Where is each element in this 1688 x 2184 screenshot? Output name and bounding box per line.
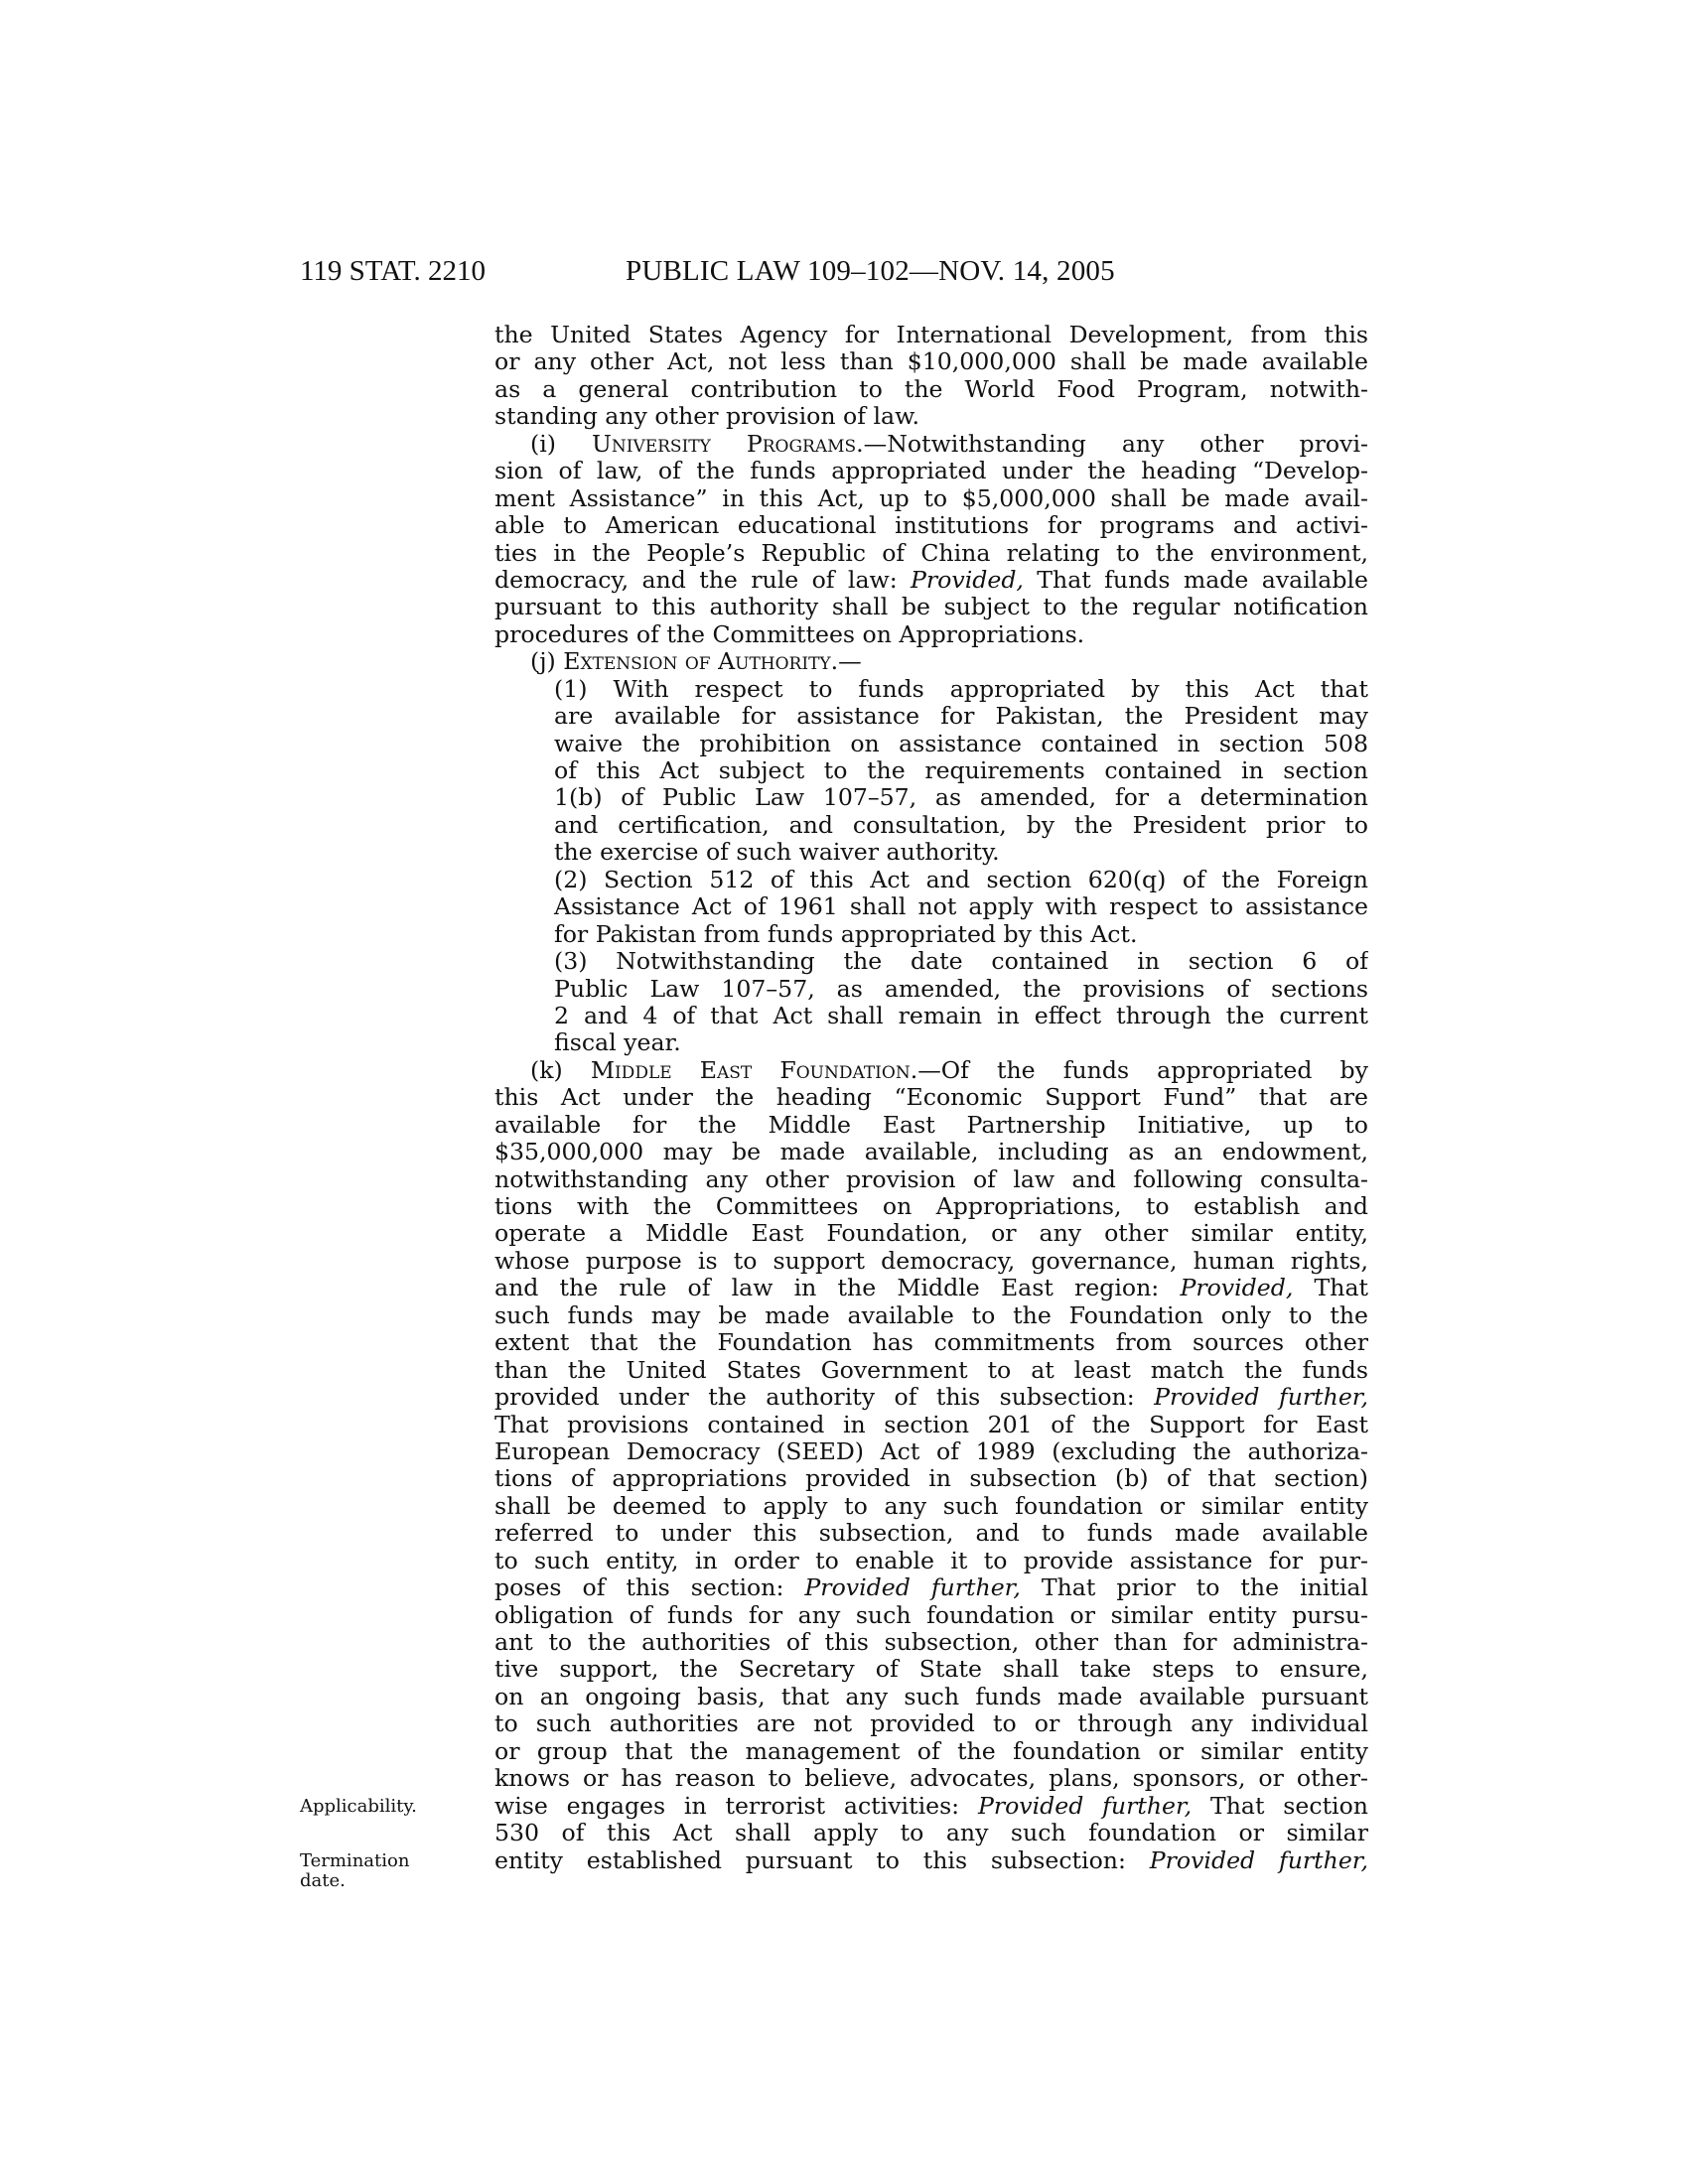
margin-note-termination-date bbox=[300, 1851, 439, 1891]
subsection-j-heading: Extension of Authority.— bbox=[563, 648, 862, 676]
text-line: tive support, the Secretary of State shall take steps to ensure, bbox=[494, 1656, 1368, 1684]
text-line: fiscal year. bbox=[554, 1029, 681, 1057]
text-line: on an ongoing basis, that any such funds made available pursuant bbox=[494, 1683, 1368, 1710]
subsection-i-heading: University Programs.— bbox=[591, 430, 888, 458]
text-line: waive the prohibition on assistance contained in section 508 bbox=[554, 730, 1368, 757]
text-line: ant to the authorities of this subsection, other than for administra- bbox=[494, 1629, 1368, 1656]
text-line: whose purpose is to support democracy, governance, human rights, bbox=[494, 1247, 1368, 1275]
subsection-k-heading: Middle East Foundation.— bbox=[590, 1056, 941, 1084]
text-line: 1(b) of Public Law 107–57, as amended, for a determination bbox=[554, 784, 1368, 812]
statute-text bbox=[494, 322, 1368, 1874]
subsection-i-heading-line: (i) University Programs.—Notwithstanding any other provi- bbox=[530, 430, 1368, 458]
running-title: PUBLIC LAW 109–102—NOV. 14, 2005 bbox=[626, 255, 1115, 287]
text-line: sion of law, of the funds appropriated under the heading “Develop- bbox=[494, 458, 1368, 485]
text-line: of this Act subject to the requirements contained in section bbox=[554, 757, 1368, 784]
text-line: democracy, and the rule of law: Provided, That funds made available bbox=[494, 566, 1368, 594]
text-line: for Pakistan from funds appropriated by this Act. bbox=[554, 920, 1138, 948]
text-line: European Democracy (SEED) Act of 1989 (excluding the authoriza- bbox=[494, 1437, 1368, 1465]
text-line: poses of this section: Provided further, That prior to the initial bbox=[494, 1574, 1368, 1602]
text-line: or group that the management of the foundation or similar entity bbox=[494, 1737, 1368, 1765]
text-line: obligation of funds for any such foundation or similar entity pursu- bbox=[494, 1601, 1368, 1629]
text-line: $35,000,000 may be made available, including as an endowment, bbox=[494, 1139, 1368, 1166]
text-line: 530 of this Act shall apply to any such foundation or similar bbox=[494, 1820, 1368, 1847]
text-line: available for the Middle East Partnership Initiative, up to bbox=[494, 1111, 1368, 1139]
margin-note-applicability: Applicability. bbox=[300, 1796, 417, 1817]
text-line: entity established pursuant to this subsection: Provided further, bbox=[494, 1846, 1368, 1874]
text-line: this Act under the heading “Economic Support Fund” that are bbox=[494, 1084, 1368, 1112]
text-line: knows or has reason to believe, advocates, plans, sponsors, or other- bbox=[494, 1765, 1368, 1793]
text-line: wise engages in terrorist activities: Provided further, That section bbox=[494, 1792, 1368, 1820]
text-line: as a general contribution to the World Food Program, notwith- bbox=[494, 375, 1368, 403]
text-line: shall be deemed to apply to any such foundation or similar entity bbox=[494, 1492, 1368, 1520]
text-line: such funds may be made available to the Foundation only to the bbox=[494, 1301, 1368, 1329]
text-line: That provisions contained in section 201 of the Support for East bbox=[494, 1411, 1368, 1438]
text-line: provided under the authority of this subsection: Provided further, bbox=[494, 1384, 1368, 1412]
text-line: procedures of the Committees on Appropriations. bbox=[494, 620, 1085, 648]
margin-note-termination-line1: Termination bbox=[300, 1850, 410, 1871]
paragraph-j1-line: (1) With respect to funds appropriated by this Act that bbox=[554, 675, 1368, 703]
text-line: are available for assistance for Pakistan, the President may bbox=[554, 703, 1368, 731]
text-line: 2 and 4 of that Act shall remain in effect through the current bbox=[554, 1002, 1368, 1029]
subsection-j-heading-line: (j) Extension of Authority.— bbox=[530, 648, 862, 676]
stat-page-number: 119 STAT. 2210 bbox=[300, 255, 486, 287]
text-line: Public Law 107–57, as amended, the provisions of sections bbox=[554, 975, 1368, 1003]
text-line: to such entity, in order to enable it to provide assistance for pur- bbox=[494, 1547, 1368, 1574]
text-line: to such authorities are not provided to or through any individual bbox=[494, 1710, 1368, 1738]
text-line: the United States Agency for International Development, from this bbox=[494, 322, 1368, 348]
text-line: extent that the Foundation has commitments from sources other bbox=[494, 1329, 1368, 1357]
text-line: referred to under this subsection, and to funds made available bbox=[494, 1520, 1368, 1548]
text-line: ties in the People’s Republic of China relating to the environment, bbox=[494, 539, 1368, 567]
text-line: and certification, and consultation, by the President prior to bbox=[554, 811, 1368, 839]
text-line: standing any other provision of law. bbox=[494, 403, 919, 431]
paragraph-j2-line: (2) Section 512 of this Act and section 620(q) of the Foreign bbox=[554, 866, 1368, 893]
text-line: and the rule of law in the Middle East region: Provided, That bbox=[494, 1275, 1368, 1302]
text-line: tions with the Committees on Appropriations, to establish and bbox=[494, 1193, 1368, 1220]
text-line: ment Assistance” in this Act, up to $5,000,000 shall be made avail- bbox=[494, 484, 1368, 512]
text-line: than the United States Government to at least match the funds bbox=[494, 1356, 1368, 1384]
subsection-k-heading-line: (k) Middle East Foundation.—Of the funds appropriated by bbox=[530, 1056, 1368, 1084]
text-line: able to American educational institutions for programs and activi- bbox=[494, 512, 1368, 540]
paragraph-j3-line: (3) Notwithstanding the date contained in section 6 of bbox=[554, 948, 1368, 976]
margin-note-termination-line2: date. bbox=[300, 1870, 346, 1891]
text-line: the exercise of such waiver authority. bbox=[554, 839, 1000, 867]
text-line: or any other Act, not less than $10,000,000 shall be made available bbox=[494, 348, 1368, 376]
text-line: Assistance Act of 1961 shall not apply with respect to assistance bbox=[554, 893, 1368, 921]
text-line: pursuant to this authority shall be subject to the regular notification bbox=[494, 594, 1368, 621]
text-line: operate a Middle East Foundation, or any other similar entity, bbox=[494, 1220, 1368, 1248]
page-header bbox=[300, 253, 1362, 289]
text-line: tions of appropriations provided in subsection (b) of that section) bbox=[494, 1465, 1368, 1493]
text-line: notwithstanding any other provision of law and following consulta- bbox=[494, 1165, 1368, 1193]
